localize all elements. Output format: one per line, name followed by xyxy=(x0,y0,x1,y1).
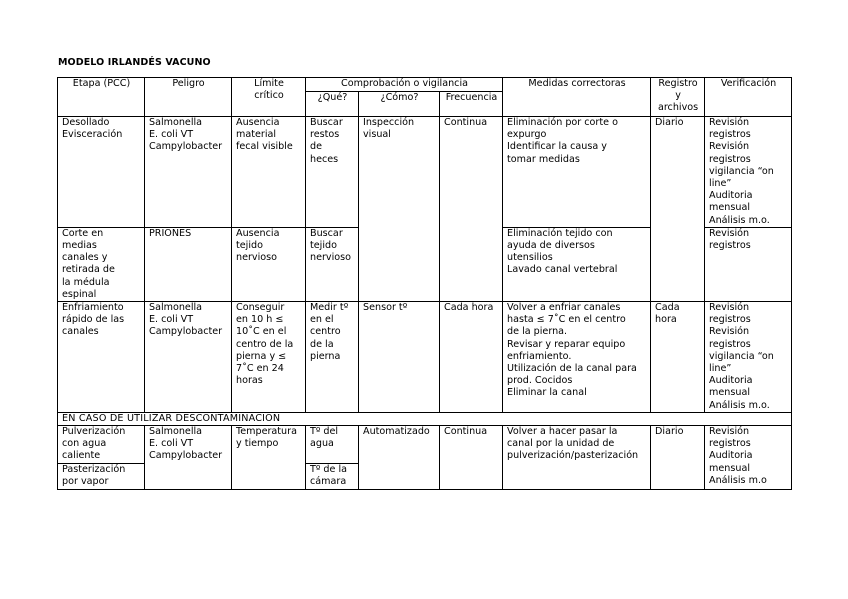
limit-cell: Conseguir en 10 h ≤ 10˚C en el centro de la pierna y ≤ 7˚C en 24 horas xyxy=(232,302,306,413)
frequency-cell: Cada hora xyxy=(440,302,503,413)
corrective-cell: Volver a enfriar canales hasta ≤ 7˚C en el centro de la pierna. Revisar y reparar equipo enfriamiento. Utilización de la canal para prod. Cocidos Eliminar la canal xyxy=(503,302,651,413)
how-cell: Automatizado xyxy=(359,426,440,490)
limit-cell: Temperatura y tiempo xyxy=(232,426,306,490)
table-row xyxy=(58,117,792,228)
verification-cell: Revisión registros xyxy=(705,227,792,301)
document-title: MODELO IRLANDÉS VACUNO xyxy=(58,57,211,68)
what-cell: Tº del agua xyxy=(306,426,359,464)
header-critical-limit: Límite crítico xyxy=(232,78,306,117)
header-frequency: Frecuencia xyxy=(440,92,503,117)
header-stage: Etapa (PCC) xyxy=(58,78,145,117)
table-row xyxy=(58,302,792,413)
hazard-cell: Salmonella E. coli VT Campylobacter xyxy=(145,117,232,228)
stage-cell: Pulverización con agua caliente xyxy=(58,426,145,464)
records-cell: Diario xyxy=(651,426,705,490)
stage-cell: Pasterización por vapor xyxy=(58,463,145,489)
limit-cell: Ausencia material fecal visible xyxy=(232,117,306,228)
what-cell: Medir tº en el centro de la pierna xyxy=(306,302,359,413)
frequency-cell: Continua xyxy=(440,426,503,490)
hazard-cell: Salmonella E. coli VT Campylobacter xyxy=(145,302,232,413)
stage-cell: Desollado Evisceración xyxy=(58,117,145,228)
header-records: Registro y archivos xyxy=(651,78,705,117)
section-row xyxy=(58,412,792,425)
header-how: ¿Cómo? xyxy=(359,92,440,117)
hazard-cell: Salmonella E. coli VT Campylobacter xyxy=(145,426,232,490)
verification-cell: Revisión registros Auditoria mensual Análisis m.o xyxy=(705,426,792,490)
what-cell: Buscar tejido nervioso xyxy=(306,227,359,301)
limit-cell: Ausencia tejido nervioso xyxy=(232,227,306,301)
records-cell: Diario xyxy=(651,117,705,302)
records-cell: Cada hora xyxy=(651,302,705,413)
hazard-cell: PRIONES xyxy=(145,227,232,301)
how-cell: Sensor tº xyxy=(359,302,440,413)
haccp-table xyxy=(57,77,792,490)
stage-cell: Corte en medias canales y retirada de la médula espinal xyxy=(58,227,145,301)
header-verification: Verificación xyxy=(705,78,792,117)
header-monitoring: Comprobación o vigilancia xyxy=(306,78,503,92)
corrective-cell: Eliminación tejido con ayuda de diversos utensilios Lavado canal vertebral xyxy=(503,227,651,301)
corrective-cell: Eliminación por corte o expurgo Identificar la causa y tomar medidas xyxy=(503,117,651,228)
header-row xyxy=(58,78,792,92)
header-what: ¿Qué? xyxy=(306,92,359,117)
corrective-cell: Volver a hacer pasar la canal por la unidad de pulverización/pasterización xyxy=(503,426,651,490)
stage-cell: Enfriamiento rápido de las canales xyxy=(58,302,145,413)
what-cell: Tº de la cámara xyxy=(306,463,359,489)
verification-cell: Revisión registros Revisión registros vigilancia “on line” Auditoria mensual Análisis m.o. xyxy=(705,302,792,413)
section-label: EN CASO DE UTILIZAR DESCONTAMINACIÓN xyxy=(58,412,792,425)
verification-cell: Revisión registros Revisión registros vigilancia “on line” Auditoria mensual Análisis m.o. xyxy=(705,117,792,228)
header-hazard: Peligro xyxy=(145,78,232,117)
table-row xyxy=(58,426,792,464)
how-cell: Inspección visual xyxy=(359,117,440,302)
header-corrective: Medidas correctoras xyxy=(503,78,651,117)
frequency-cell: Continua xyxy=(440,117,503,302)
what-cell: Buscar restos de heces xyxy=(306,117,359,228)
